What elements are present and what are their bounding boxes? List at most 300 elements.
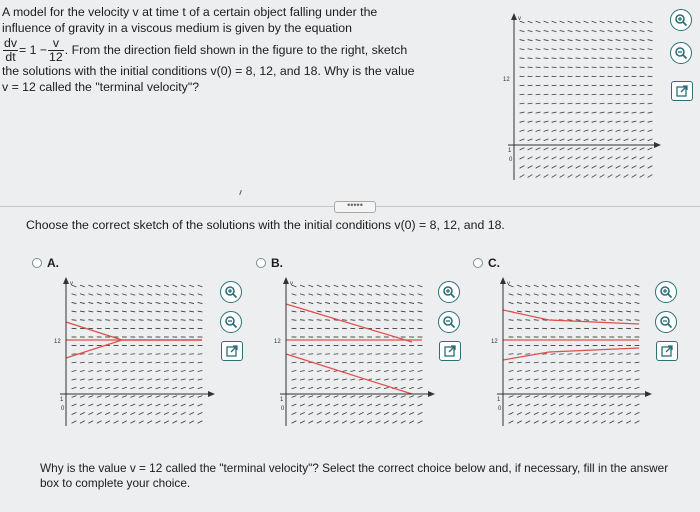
slope-segment (608, 121, 613, 122)
slope-segment (600, 21, 605, 23)
slope-segment (139, 421, 144, 424)
slope-segment (600, 148, 605, 150)
slope-segment (409, 387, 414, 388)
slope-segment (189, 396, 194, 398)
option-b-zoom-out-button[interactable] (438, 311, 460, 333)
slope-segment (593, 294, 598, 295)
slope-segment (648, 166, 653, 169)
slope-segment (632, 157, 637, 159)
slope-segment (105, 421, 110, 424)
slope-segment (601, 302, 606, 303)
slope-segment (409, 404, 414, 406)
slope-segment (325, 285, 330, 287)
slope-segment (147, 302, 152, 303)
slope-segment (198, 294, 203, 295)
option-b-t-arrow (428, 391, 435, 397)
slope-segment (609, 421, 614, 424)
slope-segment (559, 396, 564, 398)
slope-segment (401, 320, 406, 321)
slope-segment (384, 294, 389, 295)
zoom-in-icon (224, 285, 238, 299)
ratio-denominator: 12 (49, 50, 63, 64)
slope-segment (576, 379, 581, 380)
slope-segment (139, 294, 144, 295)
option-a-zoom-out-button[interactable] (220, 311, 242, 333)
slope-segment (114, 302, 119, 303)
slope-segment (576, 175, 581, 178)
slope-segment (376, 320, 381, 321)
slope-segment (600, 58, 605, 59)
slope-segment (105, 362, 110, 363)
slope-segment (198, 371, 203, 372)
slope-segment (609, 302, 614, 303)
slope-segment (635, 320, 640, 321)
option-b-curve-8 (286, 354, 412, 394)
v-axis-arrow (511, 13, 517, 20)
slope-segment (626, 396, 631, 398)
slope-segment (308, 412, 313, 414)
slope-segment (559, 362, 564, 363)
slope-segment (635, 362, 640, 363)
slope-segment (384, 404, 389, 406)
slope-segment (536, 30, 541, 31)
slope-segment (648, 121, 653, 122)
label-0: 0 (509, 157, 513, 163)
slope-segment (384, 285, 389, 287)
option-a-graph (52, 274, 218, 432)
slope-segment (325, 404, 330, 406)
slope-segment (189, 379, 194, 380)
slope-segment (576, 396, 581, 398)
slope-segment (635, 379, 640, 380)
slope-segment (560, 139, 565, 141)
slope-segment (308, 294, 313, 295)
slope-segment (576, 21, 581, 23)
slope-segment (584, 139, 589, 141)
slope-segment (122, 320, 127, 321)
slope-segment (618, 285, 623, 287)
slope-segment (384, 362, 389, 363)
zoom-out-icon (674, 46, 688, 60)
slope-segment (384, 421, 389, 424)
slope-segment (584, 371, 589, 372)
slope-segment (616, 130, 621, 132)
slope-segment (189, 421, 194, 424)
slope-segment (520, 157, 525, 159)
slope-segment (172, 320, 177, 321)
slope-segment (72, 320, 77, 321)
slope-segment (648, 40, 653, 41)
slope-segment (528, 30, 533, 31)
slope-segment (560, 148, 565, 150)
slope-segment (401, 387, 406, 388)
slope-segment (552, 103, 557, 104)
slope-segment (576, 311, 581, 312)
slope-segment (544, 148, 549, 150)
option-a-radio[interactable] (32, 258, 42, 268)
slope-segment (559, 404, 564, 406)
slope-segment (97, 294, 102, 295)
slope-segment (635, 294, 640, 295)
slope-segment (122, 421, 127, 424)
slope-segment (616, 21, 621, 23)
slope-segment (618, 362, 623, 363)
equation-tail: . From the direction field shown in the figure to the right, sketch (64, 42, 408, 57)
slope-segment (342, 421, 347, 424)
slope-segment (528, 58, 533, 59)
option-c-zoom-out-button[interactable] (655, 311, 677, 333)
slope-segment (72, 311, 77, 312)
slope-segment (551, 311, 556, 312)
axis-v-label: v (518, 16, 521, 22)
option-c-label-12: 12 (491, 339, 498, 345)
slope-segment (317, 387, 322, 388)
slope-segment (72, 404, 77, 406)
slope-segment (616, 58, 621, 59)
slope-segment (640, 130, 645, 132)
slope-segment (520, 103, 525, 104)
slope-segment (626, 404, 631, 406)
slope-segment (384, 379, 389, 380)
slope-segment (317, 311, 322, 312)
slope-segment (401, 379, 406, 380)
option-a-external-button[interactable] (221, 341, 243, 361)
zoom-out-button[interactable] (670, 42, 692, 64)
slope-segment (542, 379, 547, 380)
slope-segment (635, 387, 640, 388)
open-external-button[interactable] (671, 81, 693, 101)
problem-line-2: influence of gravity in a viscous medium is given by the equation (2, 20, 352, 35)
slope-segment (568, 30, 573, 31)
slope-segment (172, 396, 177, 398)
slope-segment (88, 371, 93, 372)
option-b-radio[interactable] (256, 258, 266, 268)
slope-segment (517, 387, 522, 388)
slope-segment (525, 311, 530, 312)
slope-segment (350, 379, 355, 380)
slope-segment (97, 371, 102, 372)
slope-segment (367, 371, 372, 372)
slope-segment (172, 404, 177, 406)
slope-segment (80, 320, 85, 321)
slope-segment (80, 396, 85, 398)
slope-segment (392, 371, 397, 372)
slope-segment (528, 49, 533, 50)
option-c-external-button[interactable] (656, 341, 678, 361)
slope-segment (392, 294, 397, 295)
slope-segment (418, 371, 423, 372)
slope-segment (584, 320, 589, 321)
slope-segment (172, 311, 177, 312)
option-b-label-12: 12 (274, 339, 281, 345)
option-b-external-button[interactable] (439, 341, 461, 361)
option-a-label-0: 0 (61, 406, 65, 412)
slope-segment (600, 166, 605, 169)
slope-segment (559, 379, 564, 380)
slope-segment (367, 294, 372, 295)
slope-segment (122, 404, 127, 406)
label-1: 1 (508, 148, 512, 154)
slope-segment (418, 285, 423, 287)
slope-segment (418, 396, 423, 398)
slope-segment (88, 294, 93, 295)
slope-segment (584, 130, 589, 132)
slope-segment (334, 379, 339, 380)
slope-segment (601, 379, 606, 380)
slope-segment (342, 387, 347, 388)
slope-segment (525, 294, 530, 295)
slope-segment (576, 49, 581, 50)
option-b-zoom-in-button[interactable] (438, 281, 460, 303)
option-b[interactable] (256, 256, 283, 270)
slope-segment (609, 412, 614, 414)
slope-segment (181, 285, 186, 287)
slope-segment (97, 421, 102, 424)
slope-segment (105, 379, 110, 380)
option-c-zoom-in-button[interactable] (655, 281, 677, 303)
ratio-fraction (48, 37, 64, 64)
slope-segment (292, 371, 297, 372)
slope-segment (517, 379, 522, 380)
slope-segment (392, 379, 397, 380)
slope-segment (359, 421, 364, 424)
slope-segment (608, 112, 613, 113)
slope-segment (635, 311, 640, 312)
slope-segment (552, 139, 557, 141)
slope-segment (584, 294, 589, 295)
slope-segment (567, 362, 572, 363)
slope-segment (181, 396, 186, 398)
slope-segment (544, 175, 549, 178)
slope-segment (367, 285, 372, 287)
slope-segment (568, 49, 573, 50)
label-12: 12 (503, 77, 510, 83)
slope-segment (600, 121, 605, 122)
slope-segment (624, 166, 629, 169)
slope-segment (584, 103, 589, 104)
slope-segment (568, 166, 573, 169)
slope-segment (114, 320, 119, 321)
slope-segment (139, 412, 144, 414)
slope-segment (536, 166, 541, 169)
slope-segment (584, 404, 589, 406)
slope-segment (592, 121, 597, 122)
slope-segment (164, 379, 169, 380)
zoom-in-button[interactable] (670, 9, 692, 31)
slope-segment (592, 112, 597, 113)
slope-segment (97, 302, 102, 303)
slope-segment (114, 371, 119, 372)
slope-segment (559, 294, 564, 295)
slope-segment (528, 166, 533, 169)
slope-segment (509, 371, 514, 372)
slope-segment (105, 285, 110, 287)
option-b-graph (272, 274, 438, 432)
slope-segment (601, 396, 606, 398)
slope-segment (97, 320, 102, 321)
slope-segment (359, 387, 364, 388)
slope-segment (517, 371, 522, 372)
slope-segment (544, 58, 549, 59)
slope-segment (618, 379, 623, 380)
slope-segment (632, 30, 637, 31)
slope-segment (334, 404, 339, 406)
slope-segment (559, 421, 564, 424)
external-link-icon (661, 345, 673, 357)
slope-segment (593, 371, 598, 372)
slope-segment (544, 121, 549, 122)
slope-segment (601, 362, 606, 363)
slope-segment (632, 58, 637, 59)
slope-segment (568, 21, 573, 23)
slope-segment (624, 103, 629, 104)
slope-segment (147, 421, 152, 424)
option-c[interactable] (473, 256, 500, 270)
slope-segment (568, 103, 573, 104)
slope-segment (164, 404, 169, 406)
slope-segment (292, 302, 297, 303)
option-a[interactable] (32, 256, 59, 270)
slope-segment (609, 379, 614, 380)
slope-segment (384, 311, 389, 312)
option-c-radio[interactable] (473, 258, 483, 268)
slope-segment (401, 421, 406, 424)
slope-segment (618, 412, 623, 414)
slope-segment (592, 30, 597, 31)
slope-segment (164, 387, 169, 388)
slope-segment (334, 412, 339, 414)
slope-segment (342, 404, 347, 406)
slope-segment (172, 285, 177, 287)
slope-segment (122, 371, 127, 372)
slope-segment (156, 285, 161, 287)
slope-segment (325, 412, 330, 414)
slope-segment (536, 148, 541, 150)
slope-segment (350, 285, 355, 287)
slope-segment (576, 103, 581, 104)
slope-segment (559, 302, 564, 303)
slope-segment (409, 320, 414, 321)
slope-segment (534, 387, 539, 388)
slope-segment (609, 396, 614, 398)
slope-segment (189, 387, 194, 388)
slope-segment (392, 421, 397, 424)
slope-segment (648, 139, 653, 141)
slope-segment (517, 404, 522, 406)
slope-segment (600, 139, 605, 141)
slope-segment (334, 396, 339, 398)
slope-segment (609, 371, 614, 372)
slope-segment (576, 148, 581, 150)
slope-segment (626, 387, 631, 388)
slope-segment (147, 412, 152, 414)
slope-segment (593, 379, 598, 380)
slope-segment (409, 362, 414, 363)
expand-dots-button[interactable]: ••••• (334, 201, 376, 213)
slope-segment (384, 412, 389, 414)
slope-segment (584, 421, 589, 424)
slope-segment (409, 421, 414, 424)
slope-segment (359, 371, 364, 372)
slope-segment (384, 302, 389, 303)
slope-segment (616, 40, 621, 41)
slope-segment (156, 362, 161, 363)
slope-segment (97, 387, 102, 388)
slope-segment (105, 311, 110, 312)
option-c-slope-segments (509, 285, 640, 423)
slope-segment (567, 421, 572, 424)
slope-segment (80, 412, 85, 414)
zoom-in-icon (659, 285, 673, 299)
slope-segment (317, 285, 322, 287)
slope-segment (618, 396, 623, 398)
slope-segment (317, 421, 322, 424)
slope-segment (300, 379, 305, 380)
slope-segment (401, 371, 406, 372)
slope-segment (528, 175, 533, 178)
slope-segment (635, 404, 640, 406)
slope-segment (520, 139, 525, 141)
slope-segment (576, 166, 581, 169)
slope-segment (600, 175, 605, 178)
slope-segment (618, 371, 623, 372)
slope-segment (618, 387, 623, 388)
derivative-denominator: dt (5, 50, 16, 64)
slope-segment (105, 302, 110, 303)
option-a-slope-segments (72, 285, 203, 423)
slope-segment (618, 294, 623, 295)
slope-segment (359, 404, 364, 406)
slope-segment (593, 285, 598, 287)
slope-segment (342, 302, 347, 303)
differential-equation (2, 37, 454, 64)
slope-segment (560, 103, 565, 104)
slope-segment (97, 396, 102, 398)
slope-segment (88, 387, 93, 388)
slope-segment (576, 112, 581, 113)
slope-segment (292, 311, 297, 312)
slope-segments (520, 21, 653, 177)
slope-segment (616, 121, 621, 122)
slope-segment (592, 157, 597, 159)
slope-segment (147, 396, 152, 398)
slope-segment (584, 175, 589, 178)
slope-segment (139, 285, 144, 287)
slope-segment (418, 421, 423, 424)
slope-segment (534, 421, 539, 424)
slope-segment (559, 311, 564, 312)
slope-segment (626, 412, 631, 414)
slope-segment (80, 362, 85, 363)
option-a-zoom-in-button[interactable] (220, 281, 242, 303)
slope-segment (542, 362, 547, 363)
slope-segment (350, 396, 355, 398)
slope-segment (88, 320, 93, 321)
slope-segment (181, 404, 186, 406)
slope-segment (624, 58, 629, 59)
slope-segment (325, 294, 330, 295)
slope-segment (592, 40, 597, 41)
slope-segment (350, 371, 355, 372)
slope-segment (601, 294, 606, 295)
slope-segment (189, 412, 194, 414)
slope-segment (80, 379, 85, 380)
slope-segment (164, 311, 169, 312)
slope-segment (122, 311, 127, 312)
slope-segment (640, 166, 645, 169)
external-link-icon (226, 345, 238, 357)
slope-segment (608, 157, 613, 159)
